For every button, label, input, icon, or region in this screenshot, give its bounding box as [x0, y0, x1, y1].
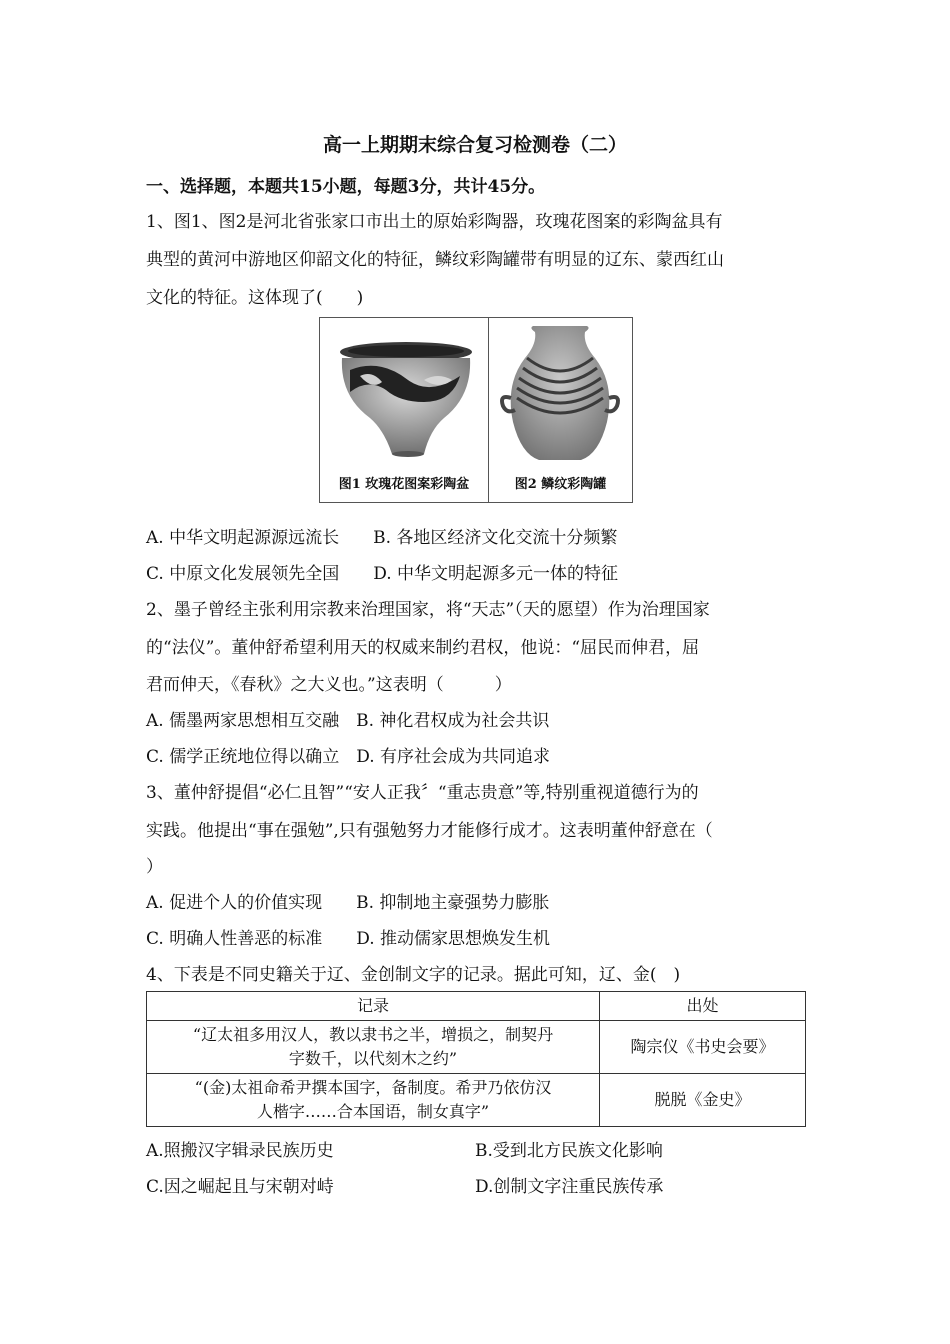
page-title: 高一上期期末综合复习检测卷（二） [322, 134, 627, 156]
q3-line-1: 3、董仲舒提倡“必仁且智”“安人正我〞“重志贵意”等,特别重视道德行为的 [146, 783, 699, 803]
record-line: “辽太祖多用汉人，教以隶书之半，增损之，制契丹 [192, 1025, 554, 1044]
q1-option-ab: A. 中华文明起源源远流长 B. 各地区经济文化交流十分频繁 [146, 528, 618, 548]
q2-line-3: 君而伸天，《春秋》之大义也。”这表明（ ） [146, 675, 512, 695]
q3-line-3: ） [146, 857, 163, 877]
q3-option-cd: C. 明确人性善恶的标准 D. 推动儒家思想焕发生机 [146, 929, 551, 949]
painted-basin-image [320, 318, 488, 468]
figure-1-caption: 图1 玫瑰花图案彩陶盆 [338, 477, 470, 492]
q4-option-d: D.创制文字注重民族传承 [475, 1177, 664, 1197]
source-cell: 陶宗仪《书史会要》 [600, 1021, 806, 1074]
q3-line-2: 实践。他提出“事在强勉”,只有强勉努力才能修行成才。这表明董仲舒意在（ [146, 821, 713, 841]
q4-option-a: A.照搬汉字辑录民族历史 [146, 1141, 334, 1161]
q1-line-1: 1、图1、图2是河北省张家口市出土的原始彩陶器，玫瑰花图案的彩陶盆具有 [146, 212, 723, 232]
q3-option-ab: A. 促进个人的价值实现 B. 抑制地主豪强势力膨胀 [146, 893, 550, 913]
q1-figure [319, 317, 633, 503]
q2-option-ab: A. 儒墨两家思想相互交融 B. 神化君权成为社会共识 [146, 711, 550, 731]
q1-option-cd: C. 中原文化发展领先全国 D. 中华文明起源多元一体的特征 [146, 564, 619, 584]
q2-line-2: 的“法仪”。董仲舒希望利用天的权威来制约君权，他说：“屈民而伸君，屈 [146, 638, 700, 658]
q2-line-1: 2、墨子曾经主张利用宗教来治理国家，将“天志”（天的愿望）作为治理国家 [146, 600, 710, 620]
q4-option-c: C.因之崛起且与宋朝对峙 [146, 1177, 334, 1197]
table-row [147, 1074, 806, 1127]
header-record: 记录 [147, 992, 600, 1021]
records-table [146, 991, 806, 1127]
scale-pattern-jar-image [489, 318, 631, 468]
table-header-row [147, 992, 806, 1021]
q4-line: 4、下表是不同史籍关于辽、金创制文字的记录。据此可知，辽、金( ) [146, 965, 681, 985]
table-row [147, 1021, 806, 1074]
record-cell [147, 1021, 600, 1074]
q1-line-3: 文化的特征。这体现了( ) [146, 288, 364, 308]
q4-option-b: B.受到北方民族文化影响 [475, 1141, 663, 1161]
section-heading: 一、选择题，本题共15小题，每题3分，共计45分。 [146, 177, 546, 197]
header-source: 出处 [600, 992, 806, 1021]
record-line: 字数千，以代刻木之约” [288, 1049, 458, 1068]
q2-option-cd: C. 儒学正统地位得以确立 D. 有序社会成为共同追求 [146, 747, 551, 767]
figure-2-panel [488, 318, 632, 502]
figure-1-panel [320, 318, 488, 502]
record-line: 人楷字……合本国语，制女真字” [256, 1102, 490, 1121]
figure-2-caption: 图2 鳞纹彩陶罐 [514, 477, 607, 492]
source-cell: 脱脱《金史》 [600, 1074, 806, 1127]
record-line: “(金)太祖命希尹撰本国字，备制度。希尹乃依仿汉 [194, 1078, 552, 1097]
record-cell [147, 1074, 600, 1127]
q1-line-2: 典型的黄河中游地区仰韶文化的特征，鳞纹彩陶罐带有明显的辽东、蒙西红山 [146, 250, 724, 270]
